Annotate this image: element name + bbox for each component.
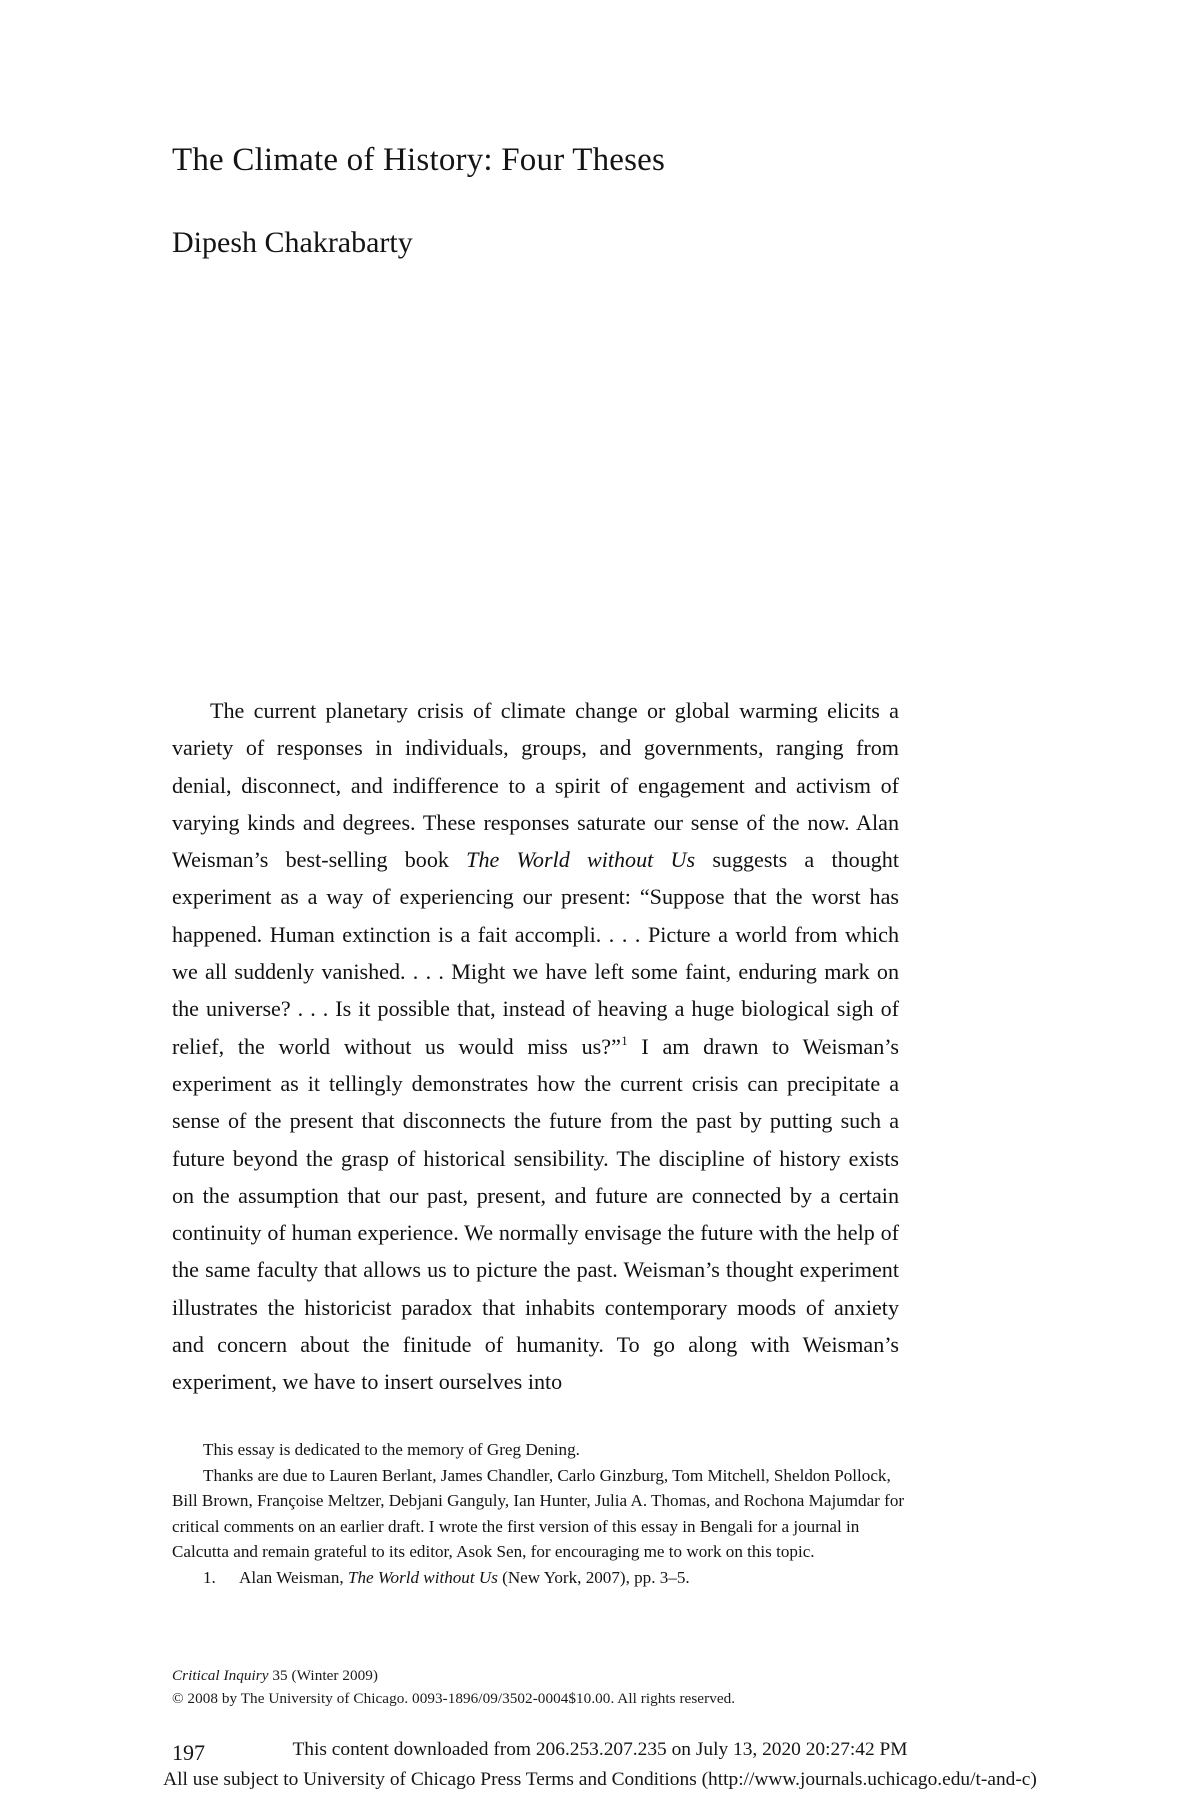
page-title: The Climate of History: Four Theses: [172, 142, 666, 178]
download-info-line: This content downloaded from 206.253.207.235 on July 13, 2020 20:27:42 PM: [292, 1739, 908, 1760]
note-1-text-part-2: (New York, 2007), pp. 3–5.: [497, 1567, 690, 1587]
article-body: [172, 692, 899, 1401]
body-paragraph: [172, 692, 899, 1401]
journal-credit-block: [172, 1664, 912, 1710]
journal-issue-line: [172, 1664, 912, 1687]
title-block: [172, 140, 932, 262]
note-1-text-part-1: Alan Weisman,: [239, 1567, 348, 1587]
footnote-reference-1[interactable]: 1: [621, 1034, 628, 1049]
note-acknowledgments: Thanks are due to Lauren Berlant, James Chandler, Carlo Ginzburg, Tom Mitchell, Sheldon Pollock, Bill Brown, Françoise Meltzer, Debjani Ganguly, Ian Hunter, Julia A. Thomas, and Rochona Majumdar for critical comments on an earlier draft. I wrote the first version of this essay in Bengali for a journal in Calcutta and remain grateful to its editor, Asok Sen, for encouraging me to work on this topic.: [172, 1465, 905, 1562]
note-1-number: 1.: [203, 1567, 216, 1587]
body-text-part-1: The current planetary crisis of climate change or global warming elicits a variety of responses in individuals, groups, and governments, ranging from denial, disconnect, and indifference to a spirit of engagement and activism of varying kinds and degrees. These responses saturate our sense of the now. Alan Weisman’s best-selling book: [172, 698, 899, 873]
article-author: Dipesh Chakrabarty: [172, 226, 413, 259]
page-number: 197: [172, 1740, 205, 1765]
body-text-part-3: I am drawn to Weisman’s experiment as it tellingly demonstrates how the current crisis can precipitate a sense of the present that disconnects the future from the past by putting such a future beyond the grasp of historical sensibility. The discipline of history exists on the assumption that our past, present, and future are connected by a certain continuity of human experience. We normally envisage the future with the help of the same faculty that allows us to picture the past. Weisman’s thought experiment illustrates the historicist paradox that inhabits contemporary moods of anxiety and concern about the finitude of humanity. To go along with Weisman’s experiment, we have to insert ourselves into: [172, 1033, 899, 1395]
body-text-part-2: suggests a thought experiment as a way of experiencing our present: “Suppose that the worst has happened. Human extinction is a fait accompli. . . . Picture a world from which we all suddenly vanished. . . . Might we have left some faint, enduring mark on the universe? . . . Is it possible that, instead of heaving a huge biological sigh of relief, the world without us would miss us?”: [172, 847, 899, 1059]
note-1-book-title: The World without Us: [347, 1567, 498, 1587]
note-1: [172, 1565, 909, 1591]
terms-and-conditions-line: All use subject to University of Chicago Press Terms and Conditions (http://www.journals.uchicago.edu/t-and-c): [163, 1769, 1037, 1790]
download-stamp: [0, 1735, 1200, 1795]
copyright-line: © 2008 by The University of Chicago. 0093-1896/09/3502-0004$10.00. All rights reserved.: [172, 1690, 736, 1707]
book-title-inline: The World without Us: [466, 847, 696, 873]
note-dedication: This essay is dedicated to the memory of Greg Dening.: [203, 1440, 580, 1459]
journal-issue: 35 (Winter 2009): [268, 1667, 379, 1684]
footnotes-block: [172, 1437, 909, 1591]
journal-name: Critical Inquiry: [172, 1667, 269, 1684]
